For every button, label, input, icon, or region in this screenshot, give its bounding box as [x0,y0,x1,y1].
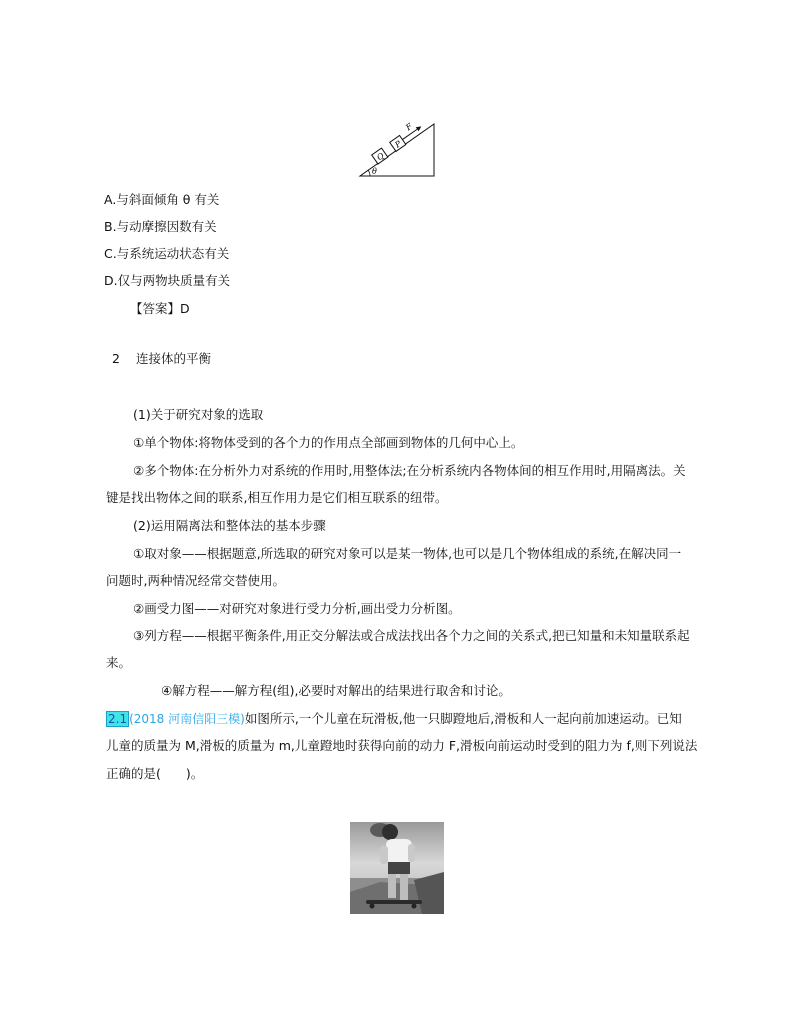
option-d-text: 仅与两物块质量有关 [117,273,231,288]
option-d-label: D. [104,273,118,288]
question-line-1 [106,711,682,727]
block-q-label: Q [375,151,386,163]
paragraph-8: ④解方程——解方程(组),必要时对解出的结果进行取舍和讨论。 [161,683,511,698]
option-c [104,246,229,262]
option-d [104,273,230,289]
option-c-label: C. [104,246,117,261]
section-heading [112,351,211,367]
paragraph-6: ②画受力图——对研究对象进行受力分析,画出受力分析图。 [133,601,461,616]
question-number-tag[interactable]: 2.1 [108,712,128,726]
incline-figure [358,118,438,180]
option-b [104,219,217,235]
answer-label: 【答案】 [130,301,181,316]
skateboard-photo [350,822,444,914]
section-number: 2 [112,351,120,366]
option-a-label: A. [104,192,117,207]
force-label: F [404,121,415,133]
answer-value: D [180,301,190,316]
question-text-1: 如图所示,一个儿童在玩滑板,他一只脚蹬地后,滑板和人一起向前加速运动。已知 [244,711,682,726]
paragraph-3-line-1: ②多个物体:在分析外力对系统的作用时,用整体法;在分析系统内各物体间的相互作用时,用隔离法。关 [133,463,686,478]
paragraph-1: (1)关于研究对象的选取 [133,407,264,422]
paragraph-7-line-1: ③列方程——根据平衡条件,用正交分解法或合成法找出各个力之间的关系式,把已知量和未知量联系起 [133,628,690,643]
paragraph-4: (2)运用隔离法和整体法的基本步骤 [133,518,326,533]
paragraph-5-line-1: ①取对象——根据题意,所选取的研究对象可以是某一物体,也可以是几个物体组成的系统,在解决同一 [133,546,682,561]
angle-label: θ [372,167,377,176]
paragraph-5-line-2: 问题时,两种情况经常交替使用。 [106,573,285,588]
paragraph-2: ①单个物体:将物体受到的各个力的作用点全部画到物体的几何中心上。 [133,435,524,450]
question-line-3: 正确的是( )。 [106,766,204,781]
option-a-text: 与斜面倾角 θ 有关 [116,192,220,207]
option-b-label: B. [104,219,117,234]
option-c-text: 与系统运动状态有关 [116,246,230,261]
answer-line [130,301,190,317]
paragraph-3-line-2: 键是找出物体之间的联系,相互作用力是它们相互联系的纽带。 [106,490,448,505]
question-line-2: 儿童的质量为 M,滑板的质量为 m,儿童蹬地时获得向前的动力 F,滑板向前运动时受到的阻力为 f,则下列说法 [106,738,698,753]
option-b-text: 与动摩擦因数有关 [116,219,217,234]
option-a [104,192,219,208]
paragraph-7-line-2: 来。 [106,655,132,670]
question-source: (2018 河南信阳三模) [129,712,245,726]
section-title: 连接体的平衡 [135,351,211,366]
angle-arc [368,170,370,176]
block-p-label: P [393,139,403,150]
force-arrowhead [416,124,423,131]
